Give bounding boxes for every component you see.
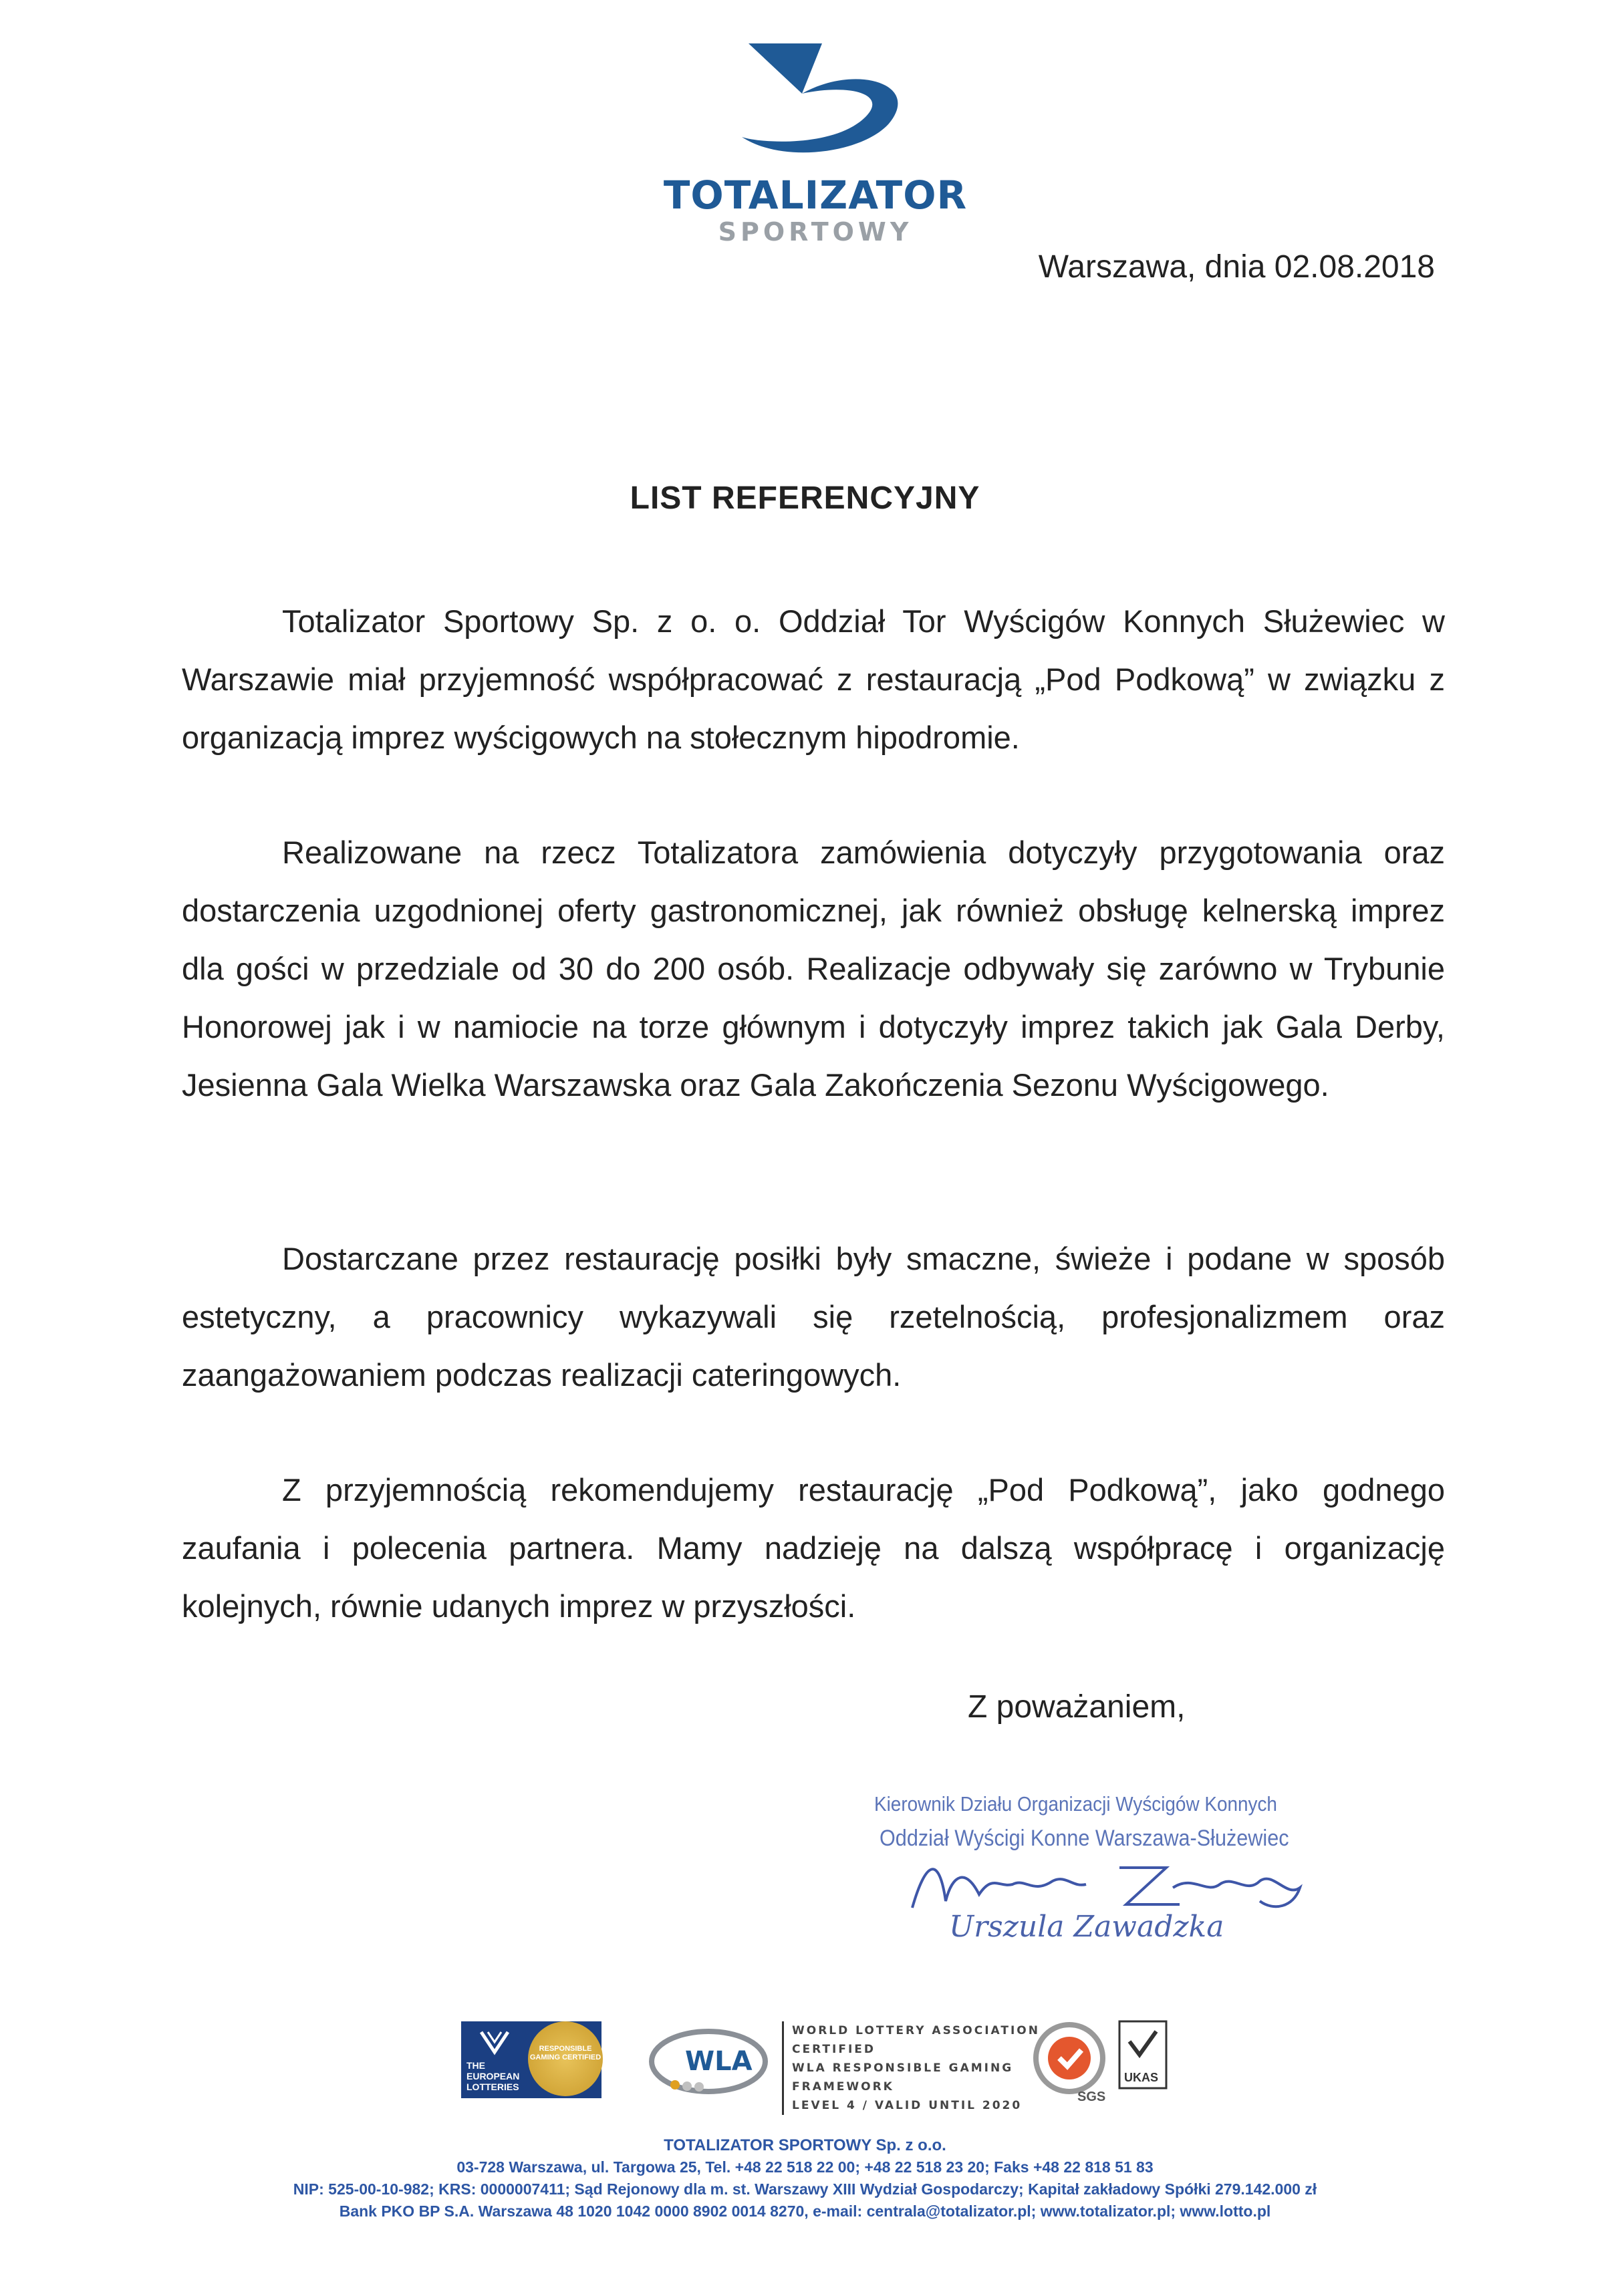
el-logo-icon [475, 2025, 515, 2059]
paragraph-text: Realizowane na rzecz Totalizatora zamówienia dotyczyły przygotowania oraz dostarczenia uzgodnionej oferty gastronomicznej, jak również obsługę kelnerską imprez dla gości w przedziale od 30 do 200 osób. Realizacje odbywały się zarówno w Trybunie Honorowej jak i w namiocie na torze głównym i dotyczyły imprez takich jak Gala Derby, Jesienna Gala Wielka Warszawska oraz Gala Zakończenia Sezonu Wyścigowego. [182, 835, 1445, 1103]
wla-line: LEVEL 4 / VALID UNTIL 2020 [792, 2099, 1023, 2112]
wla-line: FRAMEWORK [792, 2080, 894, 2094]
paragraph [182, 823, 1445, 1114]
paragraph [182, 1461, 1445, 1635]
stamp-title-line: Kierownik Działu Organizacji Wyścigów Konnych [874, 1792, 1277, 1816]
logo-title: TOTALIZATOR [663, 172, 968, 218]
wla-line: CERTIFIED [792, 2043, 876, 2056]
responsible-gaming-seal [528, 2021, 603, 2096]
date-line: Warszawa, dnia 02.08.2018 [1038, 249, 1435, 285]
footer-address: 03-728 Warszawa, ul. Targowa 25, Tel. +48 22 518 22 00; +48 22 518 23 20; Faks +48 22 818 51 83 [456, 2158, 1154, 2176]
paragraph-text: Totalizator Sportowy Sp. z o. o. Oddział Tor Wyścigów Konnych Służewiec w Warszawie miał przyjemność współpracować z restauracją „Pod Podkową” w związku z organizacją imprez wyścigowych na stołecznym hipodromie. [182, 603, 1445, 755]
totalizator-logo-icon [722, 37, 922, 170]
eu-badge-text: THE EUROPEAN LOTTERIES [466, 2060, 520, 2092]
paragraph-text: Dostarczane przez restaurację posiłki były smaczne, świeże i podane w sposób estetyczny, a pracownicy wykazywali się rzetelnością, profesjonalizmem oraz zaangażowaniem podczas realizacji cateringowych. [182, 1241, 1445, 1393]
sgs-certification-icon [1029, 2018, 1109, 2105]
wla-certification-text [782, 2021, 1040, 2115]
wla-line: WLA RESPONSIBLE GAMING [792, 2061, 1014, 2075]
closing-salutation: Z poważaniem, [968, 1689, 1186, 1725]
ukas-certification-icon [1116, 2018, 1170, 2105]
logo-subtitle: SPORTOWY [718, 217, 913, 247]
svg-text:UKAS: UKAS [1124, 2071, 1159, 2084]
stamp-name: Urszula Zawadzka [949, 1910, 1224, 1944]
svg-text:SGS: SGS [1077, 2090, 1106, 2104]
paragraph [182, 592, 1445, 766]
wla-line: WORLD LOTTERY ASSOCIATION [792, 2024, 1040, 2037]
svg-text:WLA: WLA [685, 2046, 753, 2077]
footer-legal: NIP: 525-00-10-982; KRS: 0000007411; Sąd Rejonowy dla m. st. Warszawy XIII Wydział Gospodarczy; Kapitał zakładowy Spółki 279.142.000 zł [293, 2180, 1317, 2198]
paragraph-text: Z przyjemnością rekomendujemy restaurację „Pod Podkową”, jako godnego zaufania i polecenia partnera. Mamy nadzieję na dalszą współpracę i organizację kolejnych, równie udanych imprez w przyszłości. [182, 1472, 1445, 1624]
footer-company: TOTALIZATOR SPORTOWY Sp. z o.o. [664, 2136, 946, 2154]
paragraph [182, 1230, 1445, 1404]
footer-bank: Bank PKO BP S.A. Warszawa 48 1020 1042 0000 8902 0014 8270, e-mail: centrala@totalizator.pl; www.totalizator.pl; www.lotto.pl [339, 2202, 1271, 2220]
document-title: LIST REFERENCYJNY [630, 480, 980, 516]
seal-text: RESPONSIBLE GAMING CERTIFIED [529, 2045, 601, 2061]
wla-logo-icon [648, 2025, 769, 2098]
stamp-department-line: Oddział Wyścigi Konne Warszawa-Służewiec [880, 1826, 1289, 1851]
